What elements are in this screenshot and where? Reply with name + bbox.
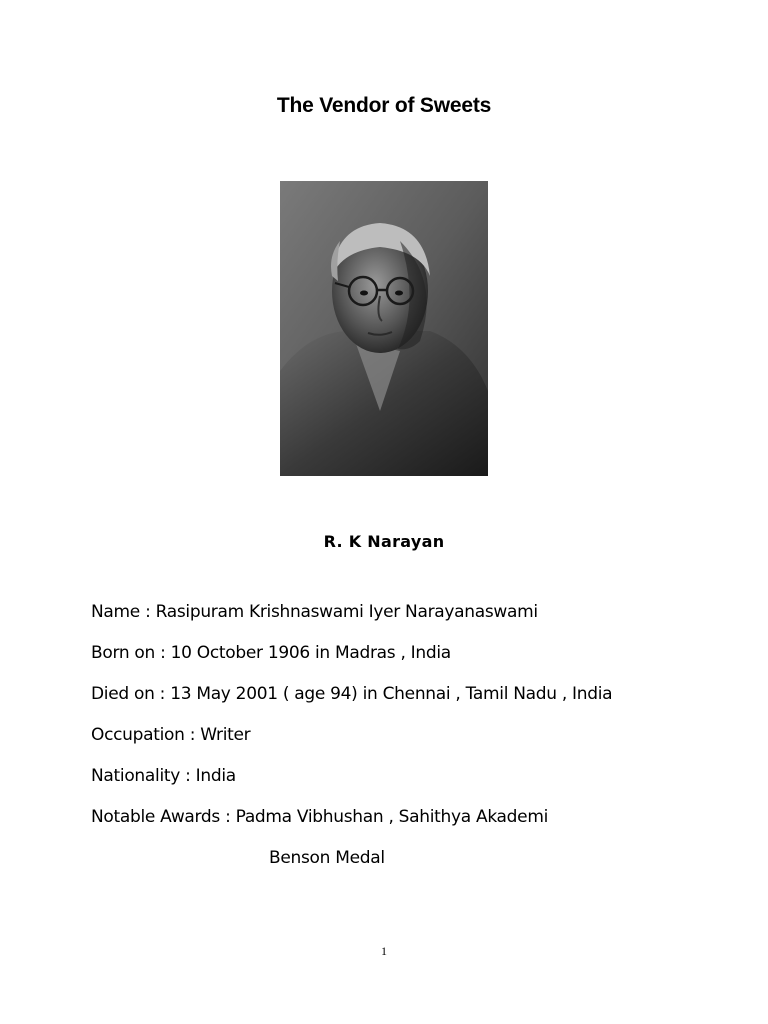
page-number: 1: [381, 944, 387, 958]
info-born: [91, 641, 751, 682]
info-awards: [91, 805, 751, 846]
portrait-photo-graphic: [280, 181, 488, 476]
info-label: Born on: [91, 643, 156, 663]
info-value: 13 May 2001 ( age 94) in Chennai , Tamil Nadu , India: [170, 684, 613, 704]
info-awards-continuation: Benson Medal: [269, 848, 385, 868]
document-title: The Vendor of Sweets: [276, 94, 492, 117]
info-label: Name: [91, 602, 140, 622]
info-value: Padma Vibhushan , Sahithya Akademi: [235, 807, 549, 827]
info-label: Notable Awards: [91, 807, 220, 827]
info-value: Rasipuram Krishnaswami Iyer Narayanaswami: [155, 602, 538, 622]
info-occupation: [91, 723, 751, 764]
info-separator: :: [219, 807, 236, 827]
info-died: [91, 682, 751, 723]
author-portrait-photo: [280, 181, 488, 476]
info-value: India: [195, 766, 236, 786]
info-label: Occupation: [91, 725, 185, 745]
info-separator: :: [139, 602, 156, 622]
info-separator: :: [184, 725, 201, 745]
info-label: Nationality: [91, 766, 180, 786]
info-separator: :: [154, 684, 171, 704]
info-label: Died on: [91, 684, 155, 704]
info-nationality: [91, 764, 751, 805]
author-heading: R. K Narayan: [323, 532, 445, 551]
info-value: Writer: [200, 725, 251, 745]
info-value: 10 October 1906 in Madras , India: [170, 643, 451, 663]
author-info-list: [91, 600, 751, 887]
info-separator: :: [180, 766, 196, 786]
info-separator: :: [155, 643, 171, 663]
info-name: [91, 600, 751, 641]
